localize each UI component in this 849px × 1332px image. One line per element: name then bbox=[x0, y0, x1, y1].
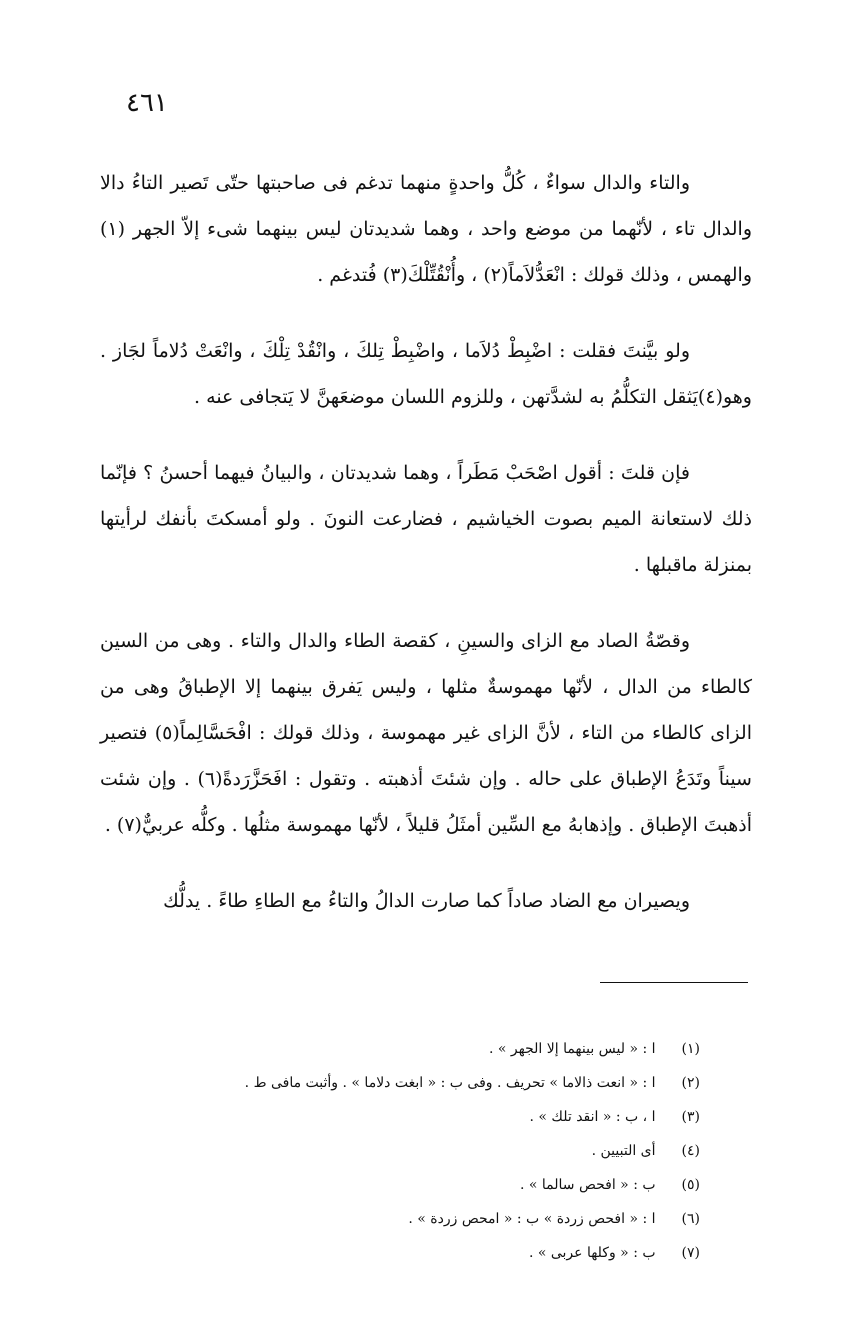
paragraph: والتاء والدال سواءٌ ، كُلُّ واحدةٍ منهما تدغم فى صاحبتها حتّى تَصير التاءُ دالا والدال تاء ، لأنّهما من موضع واحد ، وهما شديدتان ليس بينهما شىء إلاّ الجهر (١) والهمس ، وذلك قولك : انْعَدُّلاَماً(٢) ، وأُنْقُتِّلْكَ(٣) فُتدغم . bbox=[100, 172, 752, 286]
footnotes bbox=[100, 1032, 700, 1270]
paragraph: ويصيران مع الضاد صاداً كما صارت الدالُ والتاءُ مع الطاءِ طاءً . يدلُّك bbox=[163, 890, 690, 912]
footnote-number: (٢) bbox=[681, 1075, 700, 1091]
footnote bbox=[100, 1168, 700, 1202]
footnote bbox=[100, 1066, 700, 1100]
footnote-text: ا : « ليس بينهما إلا الجهر » . bbox=[489, 1041, 656, 1057]
footnote bbox=[100, 1032, 700, 1066]
footnote-divider bbox=[600, 982, 748, 983]
footnote-text: ا : « افحص زردة » ب : « امحص زردة » . bbox=[408, 1211, 656, 1227]
footnote-number: (١) bbox=[681, 1041, 700, 1057]
footnote-number: (٦) bbox=[681, 1211, 700, 1227]
footnote-text: ا : « انعت ذالاما » تحريف . وفى ب : « ابغت دلاما » . وأثبت مافى ط . bbox=[244, 1075, 656, 1091]
footnote bbox=[100, 1134, 700, 1168]
footnote-number: (٧) bbox=[681, 1245, 700, 1261]
page-number: ٤٦١ bbox=[126, 88, 168, 118]
paragraph: وقصّةُ الصاد مع الزاى والسينِ ، كقصة الطاء والدال والتاء . وهى من السين كالطاء من الدال ، لأنّها مهموسةٌ مثلها ، وليس يَفرق بينهما إلا الإطباقُ وهى من الزاى كالطاء من التاء ، لأنَّ الزاى غير مهموسة ، وذلك قولك : افْحَسَّالِماً(٥) فتصير سيناً وتَدَعُ الإطباق على حاله . وإن شئتَ أذهبته . وتقول : افَحَزَّرَدةً(٦) . وإن شئت أذهبتَ الإطباق . وإذهابهُ مع السِّين أمثَلُ قليلاً ، لأنّها مهموسة مثلُها . وكلُّه عربيٌّ(٧) . bbox=[100, 630, 752, 836]
footnote bbox=[100, 1202, 700, 1236]
footnote bbox=[100, 1236, 700, 1270]
footnote-number: (٣) bbox=[681, 1109, 700, 1125]
footnote-number: (٥) bbox=[681, 1177, 700, 1193]
footnote-text: ب : « افحص سالما » . bbox=[519, 1177, 656, 1193]
footnote-text: ب : « وكلها عربى » . bbox=[528, 1245, 656, 1261]
paragraph: ولو بيَّنتَ فقلت : اضْبِطْ دُلاَما ، واضْبِطْ تِلكَ ، وانْقُدْ تِلْكَ ، وانْعَتْ دُلاماً لجَاز . وهو(٤)يَثقل التكلُّمُ به لشدَّتهن ، وللزوم اللسان موضعَهنَّ لا يَتجافى عنه . bbox=[100, 340, 752, 408]
main-text bbox=[100, 160, 752, 954]
footnote-text: ا ، ب : « انقد تلك » . bbox=[529, 1109, 656, 1125]
paragraph: فإن قلتَ : أقول اصْحَبْ مَطَراً ، وهما شديدتان ، والبيانُ فيهما أحسنُ ؟ فإنّما ذلك لاستعانة الميم بصوت الخياشيم ، فضارعت النونَ . ولو أمسكتَ بأنفك لرأيتها بمنزلة ماقبلها . bbox=[100, 462, 752, 576]
footnote-number: (٤) bbox=[681, 1143, 700, 1159]
footnote bbox=[100, 1100, 700, 1134]
footnote-text: أى التبيين . bbox=[591, 1143, 656, 1159]
